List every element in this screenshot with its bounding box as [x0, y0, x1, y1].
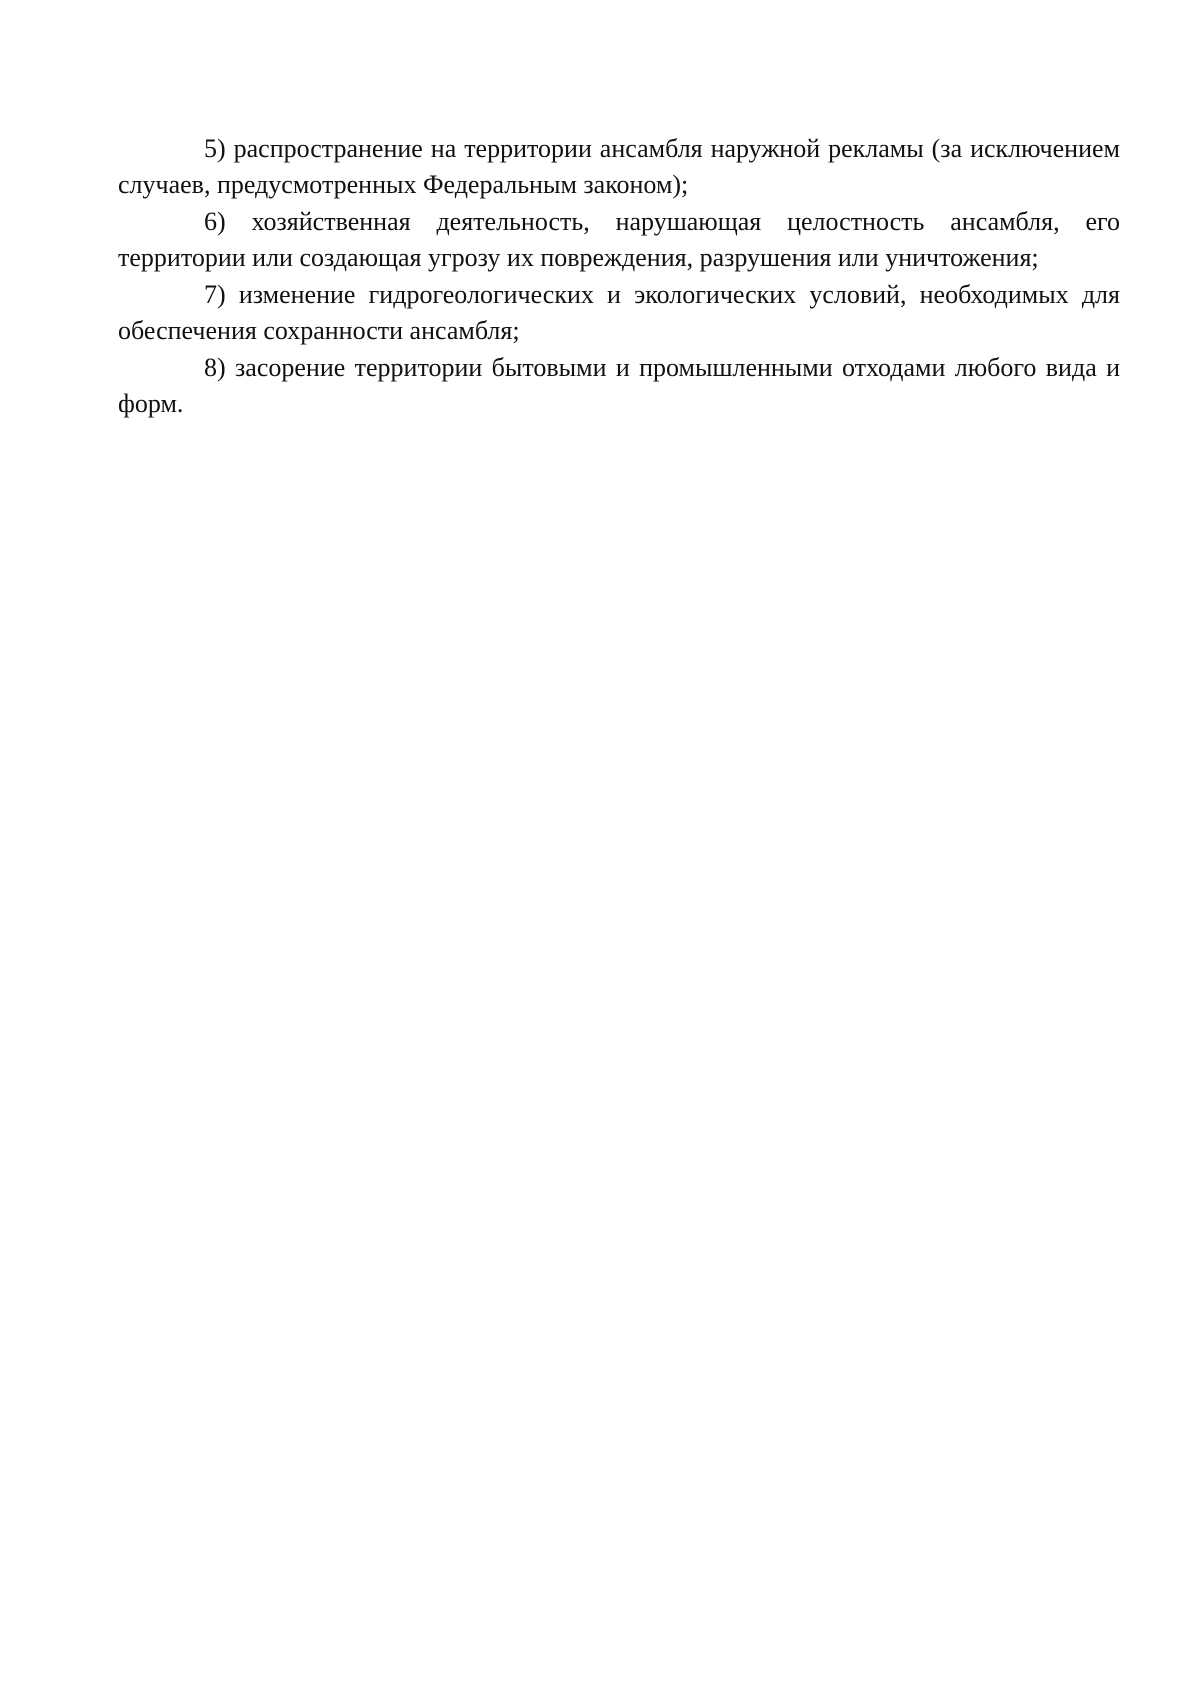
paragraph-item-5: 5) распространение на территории ансамбля наружной рекламы (за исключением случаев, предусмотренных Федеральным законом); [118, 134, 1120, 199]
paragraph-item-6: 6) хозяйственная деятельность, нарушающая целостность ансамбля, его территории или создающая угрозу их повреждения, разрушения или уничтожения; [118, 207, 1120, 272]
paragraph-item-8: 8) засорение территории бытовыми и промышленными отходами любого вида и форм. [118, 353, 1120, 418]
document-body [118, 131, 1120, 423]
paragraph-item-7: 7) изменение гидрогеологических и экологических условий, необходимых для обеспечения сохранности ансамбля; [118, 280, 1120, 345]
